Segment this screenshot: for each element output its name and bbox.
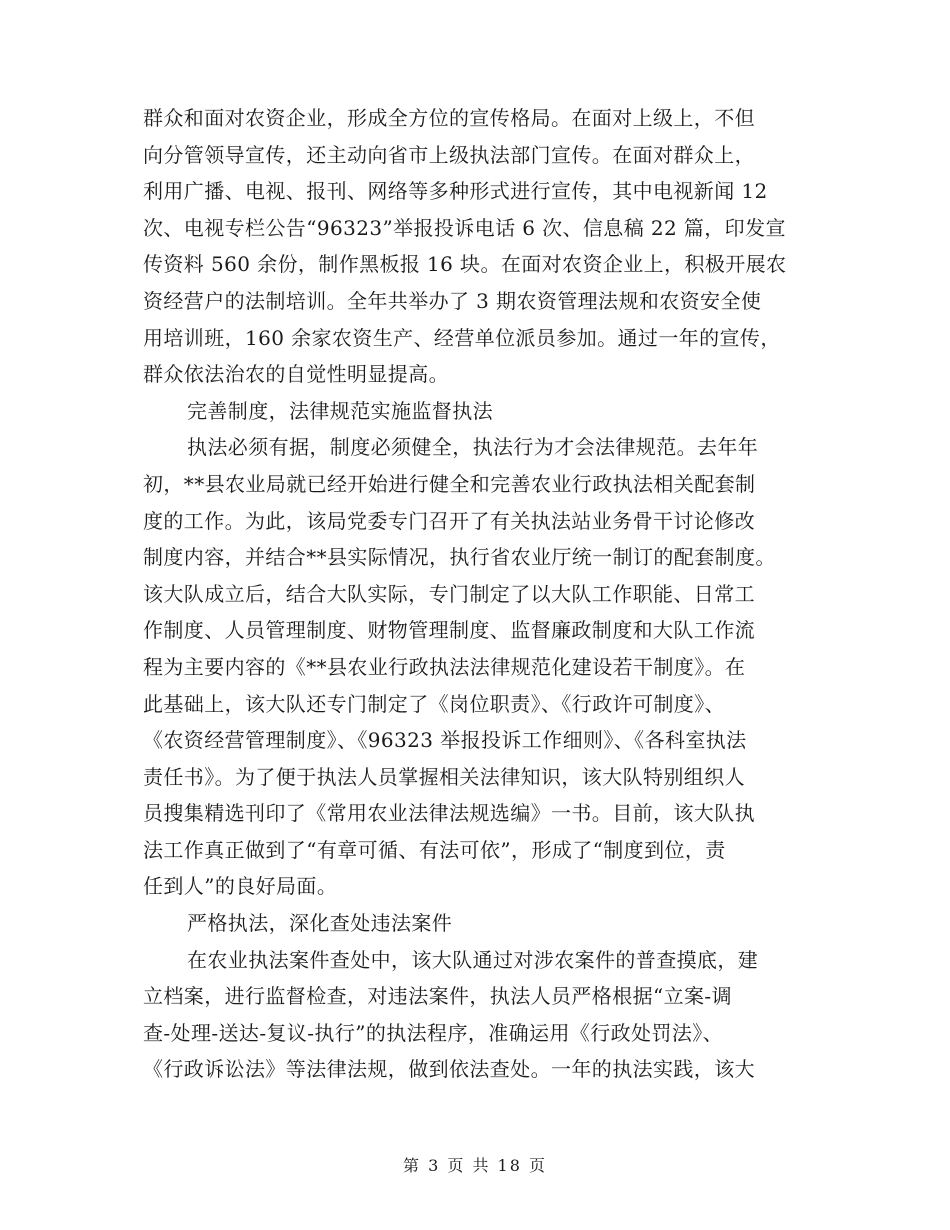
paragraph-line: 该大队成立后，结合大队实际，专门制定了以大队工作职能、日常工 <box>143 581 755 606</box>
document-body <box>143 100 808 1088</box>
paragraph-line: 责任书》。为了便于执法人员掌握相关法律知识，该大队特别组织人 <box>143 764 745 789</box>
paragraph-line: 查-处理-送达-复议-执行”的执法程序，准确运用《行政处罚法》、 <box>143 1020 724 1045</box>
paragraph-line: 资经营户的法制培训。全年共举办了 3 期农资管理法规和农资安全使 <box>143 288 762 313</box>
paragraph-line: 度的工作。为此，该局党委专门召开了有关执法站业务骨干讨论修改 <box>143 508 755 533</box>
paragraph-line: 立档案，进行监督检查，对违法案件，执法人员严格根据“立案-调 <box>143 984 732 1009</box>
paragraph-line: 员搜集精选刊印了《常用农业法律法规选编》一书。目前，该大队执 <box>143 801 755 826</box>
paragraph-line: 制度内容，并结合**县实际情况，执行省农业厅统一制订的配套制度。 <box>143 545 776 570</box>
paragraph-line: 法工作真正做到了“有章可循、有法可依”，形成了“制度到位，责 <box>143 837 726 862</box>
paragraph-line: 此基础上，该大队还专门制定了《岗位职责》、《行政许可制度》、 <box>143 691 725 716</box>
section-heading: 严格执法，深化查处违法案件 <box>187 911 453 936</box>
paragraph-line: 群众和面对农资企业，形成全方位的宣传格局。在面对上级上，不但 <box>143 106 755 130</box>
paragraph-line: 作制度、人员管理制度、财物管理制度、监督廉政制度和大队工作流 <box>143 618 755 643</box>
paragraph-line: 程为主要内容的《**县农业行政执法法律规范化建设若干制度》。在 <box>143 654 746 679</box>
paragraph-line: 向分管领导宣传，还主动向省市上级执法部门宣传。在面对群众上， <box>143 142 755 167</box>
paragraph-line: 次、电视专栏公告“96323”举报投诉电话 6 次、信息稿 22 篇，印发宣 <box>143 215 786 240</box>
paragraph-line: 初，**县农业局就已经开始进行健全和完善农业行政执法相关配套制 <box>143 471 756 496</box>
paragraph-line: 执法必须有据，制度必须健全，执法行为才会法律规范。去年年 <box>187 435 759 460</box>
paragraph-line: 《行政诉讼法》等法律法规，做到依法查处。一年的执法实践，该大 <box>143 1057 755 1082</box>
paragraph-line: 利用广播、电视、报刊、网络等多种形式进行宣传，其中电视新闻 12 <box>143 179 768 204</box>
paragraph-line: 用培训班，160 余家农资生产、经营单位派员参加。通过一年的宣传， <box>143 325 781 350</box>
paragraph-line: 《农资经营管理制度》、《96323 举报投诉工作细则》、《各科室执法 <box>143 728 747 753</box>
paragraph-line: 群众依法治农的自觉性明显提高。 <box>143 362 449 387</box>
paragraph-line: 任到人”的良好局面。 <box>143 874 338 899</box>
section-heading: 完善制度，法律规范实施监督执法 <box>187 398 493 423</box>
paragraph-line: 在农业执法案件查处中，该大队通过对涉农案件的普查摸底，建 <box>187 947 759 972</box>
paragraph-line: 传资料 560 余份，制作黑板报 16 块。在面对农资企业上，积极开展农 <box>143 252 787 277</box>
page-number-footer: 第 3 页 共 18 页 <box>403 1156 547 1175</box>
